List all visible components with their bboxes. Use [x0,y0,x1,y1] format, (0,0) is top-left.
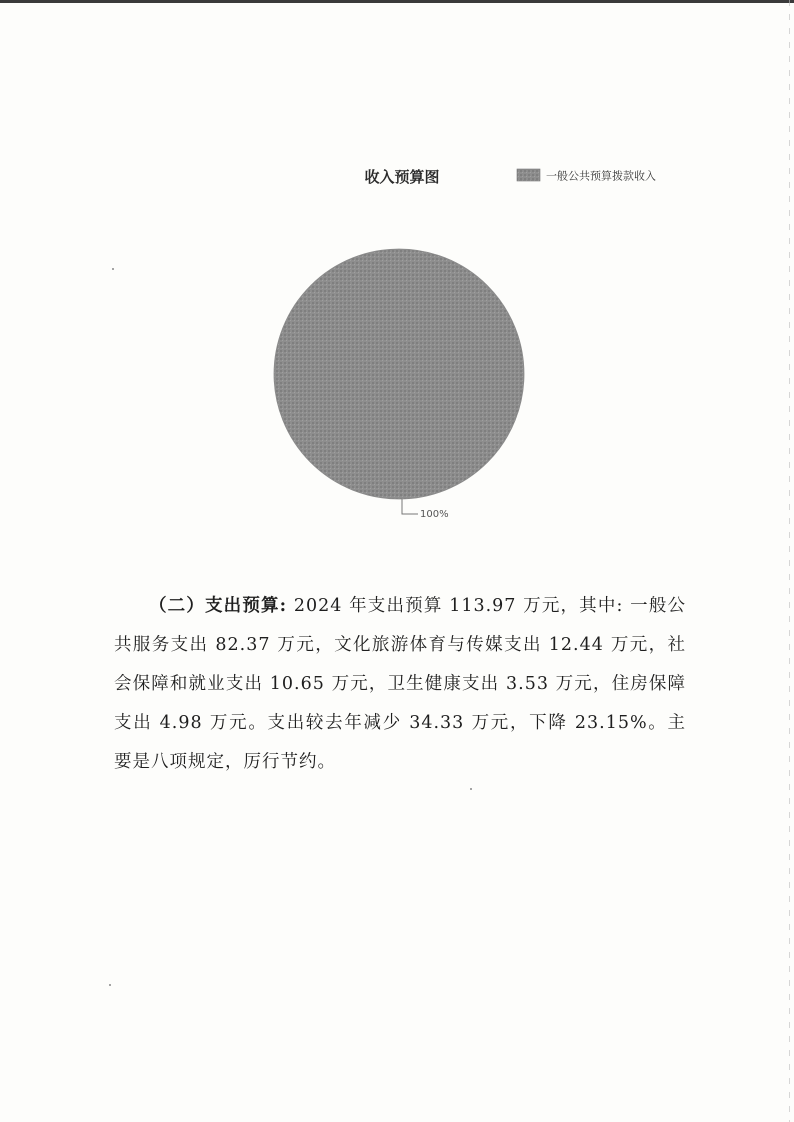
slice-label-leader [402,499,418,514]
pie-slice-1 [274,249,524,499]
expenditure-budget-paragraph [114,587,686,782]
pie-slices [274,249,524,499]
section-body: 2024 年支出预算 113.97 万元，其中: 一般公共服务支出 82.37 万元，文化旅游体育与传媒支出 12.44 万元，社会保障和就业支出 10.65 万元，卫生健康支出 3.53 万元，住房保障支出 4.98 万元。支出较去年减少 34.33 万元，下降 23.15%。主要是八项规定，厉行节约。 [114,596,686,772]
scan-top-border [0,0,794,3]
slice-percent-label: 100% [420,509,449,520]
legend-swatch [517,169,540,181]
section-heading: （二）支出预算: [149,596,288,616]
scan-speck [470,788,472,790]
chart-title: 收入预算图 [364,168,440,186]
chart-legend [517,169,656,183]
legend-label: 一般公共预算拨款收入 [546,169,656,183]
scan-speck [109,984,111,986]
income-budget-pie-chart [0,150,794,530]
